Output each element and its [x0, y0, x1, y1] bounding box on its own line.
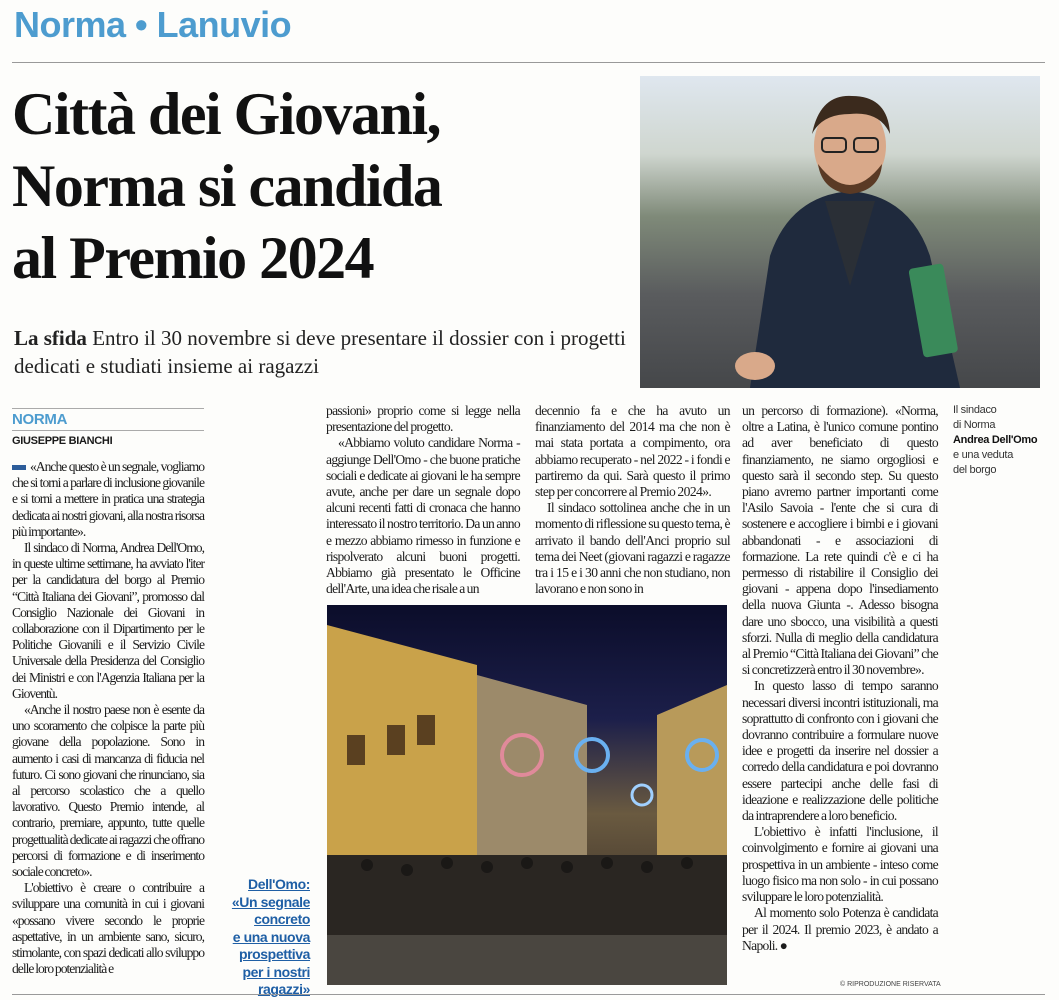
copyright-notice: © RIPRODUZIONE RISERVATA: [840, 981, 941, 988]
caption-line: di Norma: [953, 419, 996, 431]
pull-quote-line: e una nuova: [232, 928, 310, 945]
headline-line: al Premio 2024: [12, 225, 374, 291]
bottom-divider: [12, 994, 1045, 995]
pull-quote-line: ragazzi»: [257, 981, 310, 997]
headline-line: Norma si candida: [12, 153, 442, 219]
town-night-scene: [327, 605, 727, 985]
article-column-4: [742, 403, 938, 954]
pull-quote: [208, 876, 310, 999]
paragraph: L'obiettivo è creare o contribuire a sviluppare una comunità in cui i giovani «possano vivere secondo le proprie aspettative, in un ambiente sano, sicuro, stimolante, con spazi dedicati allo sviluppo delle loro potenzialità e: [12, 880, 204, 977]
byline-section: NORMA: [12, 411, 68, 428]
subhead-text: Entro il 30 novembre si deve presentare il dossier con i progetti dedicati e studiati insieme ai ragazzi: [14, 326, 626, 378]
byline-divider: [12, 430, 204, 431]
article-column-2: [326, 403, 520, 597]
article-column-1: [12, 459, 204, 978]
caption-name: Andrea Dell'Omo: [953, 434, 1038, 446]
photo-caption: [953, 403, 1048, 478]
article-column-3: [535, 403, 730, 597]
headline-line: Città dei Giovani,: [12, 81, 441, 147]
paragraph: «Anche il nostro paese non è esente da uno scoramento che colpisce la parte più giovane della popolazione. Sono in aumento i casi di mancanza di fiducia nel futuro. Ci sono giovani che rinunciano, sia al percorso scolastico che a quello lavorativo. Questo Premio intende, al contrario, premiare, appunto, tutte quelle progettualità dedicate ai ragazzi che offrano percorsi di formazione e di inserimento sociale concreto».: [12, 702, 204, 880]
paragraph: decennio fa e che ha avuto un finanziamento del 2014 ma che non è mai stata portata a compimento, ora abbiamo recuperato - nel 2022 - i fondi e partiremo da qui. Sarà questo il primo step per concorrere al Premio 2024».: [535, 403, 730, 500]
pull-quote-line: «Un segnale: [231, 893, 310, 910]
photo-town-square: [327, 605, 727, 985]
byline-block: [12, 408, 204, 447]
paragraph: passioni» proprio come si legge nella presentazione del progetto.: [326, 403, 520, 435]
subhead-label: La sfida: [14, 326, 87, 350]
paragraph: «Abbiamo voluto candidare Norma - aggiunge Dell'Omo - che buone pratiche sociali e dedicate ai giovani le ha sempre avute, anche per dare un segnale dopo alcuni recenti fatti di cronaca che hanno interessato il nostro territorio. Da un anno e mezzo abbiamo rimesso in funzione e rispolverato alcuni buoni progetti. Abbiamo già presentato le Officine dell'Arte, una idea che risale a un: [326, 435, 520, 597]
paragraph: [12, 459, 204, 540]
pull-quote-line: prospettiva: [238, 946, 310, 962]
paragraph: un percorso di formazione). «Norma, oltre a Latina, è l'unico comune pontino ad aver beneficiato di questo finanziamento, ne siamo orgogliosi e questo sarà il secondo step. Su questo piano avremo partner importanti come l'Asilo Savoia - l'ente che si cura di sostenere e accogliere i bimbi e i giovani abbandonati - e associazioni di formazione. La rete quindi c'è e ci ha permesso di ristabilire il Consiglio dei giovani - appena dopo l'insediamento della nuova Giunta -. Adesso bisogna dare uno sbocco, una visibilità a questi sforzi. Nulla di meglio della candidatura al Premio “Città Italiana dei Giovani” che si concretizzerà entro il 30 novembre».: [742, 403, 938, 678]
subheadline: [14, 324, 634, 380]
caption-line: del borgo: [953, 464, 997, 476]
section-header: Norma • Lanuvio: [14, 4, 292, 45]
pull-quote-line: concreto: [254, 911, 310, 927]
mayor-figure: [730, 86, 970, 388]
top-divider: [12, 62, 1045, 63]
paragraph-text: «Anche questo è un segnale, vogliamo che si torni a parlare di inclusione giovanile e si torni a mettere in pratica una strategia dedicata ai nostri giovani, alla nostra risorsa più importante».: [12, 459, 204, 539]
paragraph: In questo lasso di tempo saranno necessari diversi incontri istituzionali, ma soprattutto di confronto con i giovani che dovranno contribuire a formulare nuove idee e progetti da inserire nel dossier a corredo della candidatura e poi dovranno essere partecipi anche delle fasi di ideazione e realizzazione delle politiche da intraprendere a loro beneficio.: [742, 678, 938, 824]
lead-bar-icon: [12, 465, 26, 470]
photo-mayor: [640, 76, 1040, 388]
paragraph: Al momento solo Potenza è candidata per il 2024. Il premio 2023, è andato a Napoli. ●: [742, 905, 938, 953]
headline: [12, 78, 632, 294]
pull-quote-line: per i nostri: [242, 963, 310, 980]
pull-quote-line: Dell'Omo:: [248, 876, 310, 892]
paragraph: Il sindaco di Norma, Andrea Dell'Omo, in queste ultime settimane, ha avviato l'iter per la candidatura del borgo al Premio “Città Italiana dei Giovani”, promosso dal Consiglio Nazionale dei Giovani in collaborazione con il Dipartimento per le Politiche Giovanili e il Servizio Civile Universale della Presidenza del Consiglio dei Ministri e con l'Agenzia Italiana per la Gioventù.: [12, 540, 204, 701]
byline-author: GIUSEPPE BIANCHI: [12, 435, 113, 447]
caption-line: Il sindaco: [953, 404, 997, 416]
caption-line: e una veduta: [953, 449, 1014, 461]
paragraph: Il sindaco sottolinea anche che in un momento di riflessione su questo tema, è arrivato il bando dell'Anci proprio sul tema dei Neet (giovani ragazzi e ragazze tra i 15 e i 30 anni che non studiano, non lavorano e non sono in: [535, 500, 730, 597]
paragraph: L'obiettivo è infatti l'inclusione, il coinvolgimento e fornire ai giovani una prospettiva in un ambiente - inteso come luogo fisico ma non solo - in cui possano sviluppare le loro potenzialità.: [742, 824, 938, 905]
